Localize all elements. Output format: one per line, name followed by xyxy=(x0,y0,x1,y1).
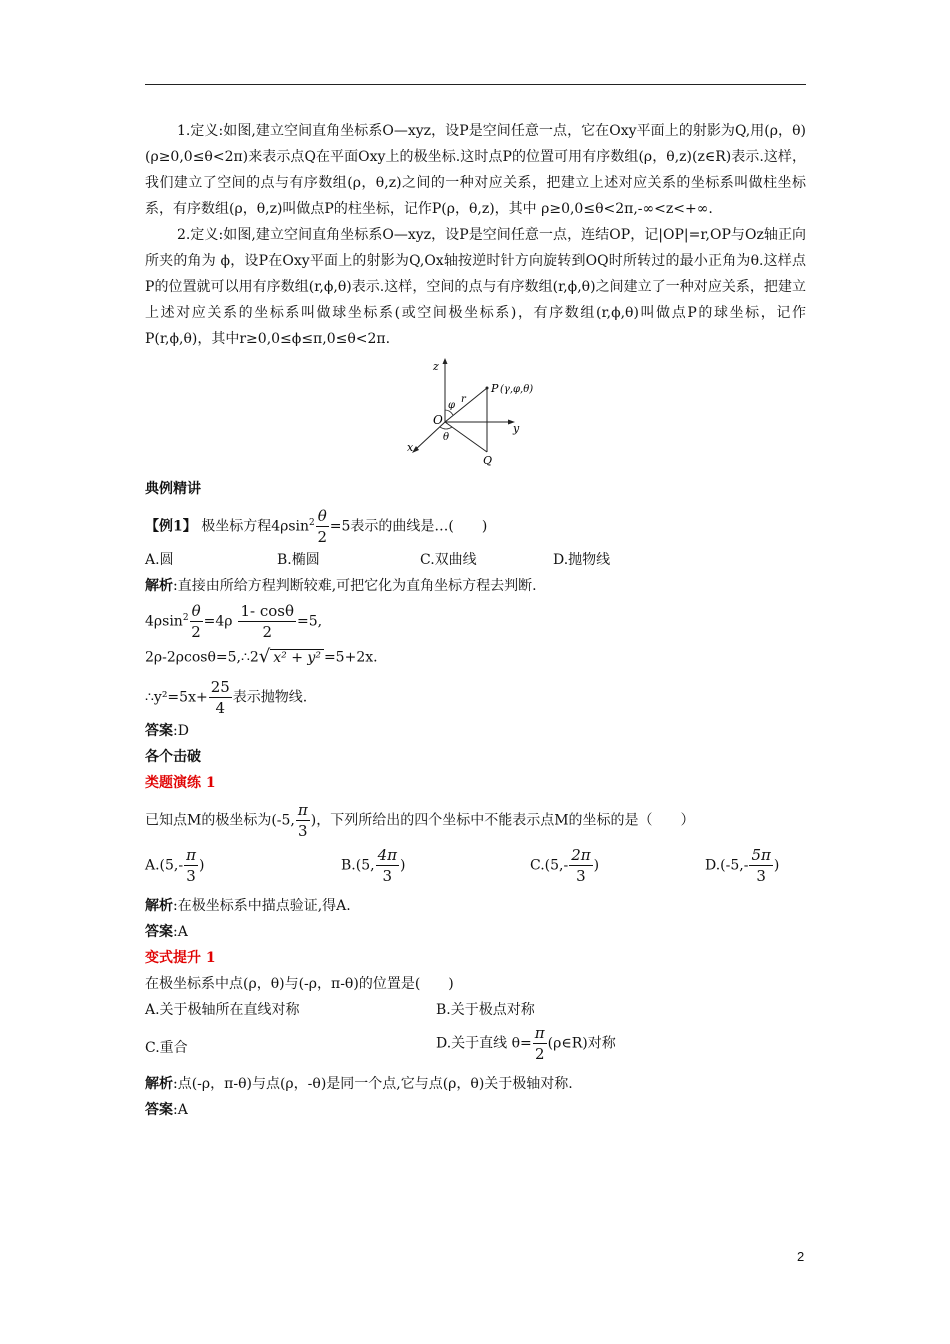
spherical-coordinate-figure xyxy=(407,358,547,470)
example-1-options xyxy=(145,547,806,573)
label-phi: φ xyxy=(448,400,456,411)
analysis-label: 解析 xyxy=(145,898,173,914)
frac-den: 4 xyxy=(215,699,226,717)
frac-num: 4π xyxy=(377,846,397,864)
option-pre: D.(-5,- xyxy=(705,857,749,874)
practice-1-title: 类题演练 1 xyxy=(145,775,216,791)
variant-1-options-row-2 xyxy=(145,1023,806,1071)
variant-option-a: A.关于极轴所在直线对称 xyxy=(145,1002,300,1018)
label-coords: (γ,φ,θ) xyxy=(500,384,534,395)
answer-text: :A xyxy=(173,924,188,940)
practice-1-analysis xyxy=(145,893,806,919)
option-pre: B.(5, xyxy=(341,857,375,874)
answer-text: :A xyxy=(173,1102,188,1118)
step2-a: 2ρ-2ρcosθ=5,∴2 xyxy=(145,649,259,666)
frac-num: π xyxy=(186,846,196,864)
sqrt-sign: √ xyxy=(258,646,271,667)
practice-1-question xyxy=(145,800,806,841)
option-post: ) xyxy=(198,857,205,874)
coordinate-diagram xyxy=(407,358,547,470)
option-post: ) xyxy=(593,857,600,874)
practice-q-pre: 已知点M的极坐标为(-5, xyxy=(145,812,295,829)
section-title-examples: 典例精讲 xyxy=(145,481,201,497)
variant-1-title: 变式提升 1 xyxy=(145,950,216,966)
option-fraction xyxy=(569,845,592,886)
practice-q-fraction xyxy=(296,800,310,841)
label-y: y xyxy=(513,422,520,435)
example-1-post: =5表示的曲线是…( ) xyxy=(329,518,488,535)
label-x: x xyxy=(407,441,414,454)
option-post: ) xyxy=(399,857,406,874)
example-1-fraction xyxy=(316,506,329,547)
label-q: Q xyxy=(483,454,493,467)
example-1-sup: 2 xyxy=(309,517,315,528)
option-fraction xyxy=(376,845,399,886)
example-1-step-2 xyxy=(145,644,806,671)
step3-fraction xyxy=(209,677,232,718)
frac-num: 5π xyxy=(751,846,771,864)
option-pre: A.(5,- xyxy=(145,857,184,874)
option-post: ) xyxy=(773,857,780,874)
frac-den: 2 xyxy=(191,623,201,641)
step3-a: ∴y²=5x+ xyxy=(145,689,208,706)
practice-option-a xyxy=(145,845,204,886)
header-rule xyxy=(145,84,806,85)
segment-oq xyxy=(445,422,487,452)
variant-1-analysis xyxy=(145,1071,806,1097)
frac-den: 2 xyxy=(534,1045,545,1063)
variant-option-c: C.重合 xyxy=(145,1040,188,1056)
page-number: 2 xyxy=(797,1249,805,1264)
frac-num: π xyxy=(534,1024,545,1042)
practice-1-options xyxy=(145,845,806,893)
definition-2: 2.定义:如图,建立空间直角坐标系O—xyz，设P是空间任意一点，连结OP，记|OP|=r,OP与Oz轴正向所夹的角为 ϕ，设P在Oxy平面上的射影为Q,Ox轴按逆时针方向旋转到OQ时所转过的最小正角为θ.这样点P的位置就可以用有序数组(r,ϕ,θ)表示.这样，空间的点与有序数组(r,ϕ,θ)之间建立了一种对应关系，把建立上述对应关系的坐标系叫做球坐标系(或空间极坐标系)，有序数组(r,ϕ,θ)叫做点P的球坐标，记作P(r,ϕ,θ)，其中r≥0,0≤ϕ≤π,0≤θ<2π. xyxy=(145,227,806,347)
example-1-pre: 极坐标方程4ρsin xyxy=(201,518,310,535)
frac-den: 3 xyxy=(186,867,196,885)
practice-option-c xyxy=(530,845,599,886)
label-p: P xyxy=(491,382,499,395)
definition-1: 1.定义:如图,建立空间直角坐标系O—xyz，设P是空间任意一点，它在Oxy平面上的射影为Q,用(ρ，θ)(ρ≥0,0≤θ<2π)来表示点Q在平面Oxy上的极坐标.这时点P的位置可用有序数组(ρ，θ,z)(z∈R)表示.这样，我们建立了空间的点与有序数组(ρ，θ,z)之间的一种对应关系，把建立上述对应关系的坐标系叫做柱坐标系，有序数组(ρ，θ,z)叫做点P的柱坐标，记作P(ρ，θ,z)，其中 ρ≥0,0≤θ<2π,-∞<z<+∞. xyxy=(145,123,806,217)
variant-option-d xyxy=(436,1023,616,1064)
label-z: z xyxy=(433,360,439,373)
label-r: r xyxy=(461,394,466,405)
frac-den: 2 xyxy=(262,623,273,641)
frac-num: π xyxy=(297,801,308,819)
sqrt-expression xyxy=(259,644,324,671)
option-post: (ρ∈R)对称 xyxy=(547,1035,616,1052)
variant-1-question: 在极坐标系中点(ρ，θ)与(-ρ，π-θ)的位置是( ) xyxy=(145,976,454,992)
example-1-analysis xyxy=(145,573,806,599)
variant-option-b: B.关于极点对称 xyxy=(436,1002,535,1018)
option-pre: D.关于直线 θ= xyxy=(436,1035,532,1052)
answer-label: 答案 xyxy=(145,1102,173,1118)
option-d: D.抛物线 xyxy=(553,552,611,568)
analysis-label: 解析 xyxy=(145,578,173,594)
step1-b: =4ρ xyxy=(203,613,233,630)
example-1-question xyxy=(145,506,806,547)
point-p xyxy=(486,387,489,390)
practice-1-answer xyxy=(145,919,806,945)
example-1-answer xyxy=(145,718,806,744)
option-c: C.双曲线 xyxy=(420,552,477,568)
answer-label: 答案 xyxy=(145,924,173,940)
frac-num: θ xyxy=(191,602,201,620)
example-1-step-1 xyxy=(145,601,806,642)
analysis-text: :直接由所给方程判断较难,可把它化为直角坐标方程去判断. xyxy=(173,578,537,594)
frac-num: θ xyxy=(317,507,327,525)
step1-sup: 2 xyxy=(182,612,189,623)
option-fraction xyxy=(749,845,772,886)
analysis-text: :在极坐标系中描点验证,得A. xyxy=(173,898,351,914)
frac-den: 3 xyxy=(576,867,586,885)
label-theta: θ xyxy=(443,432,450,443)
step1-fraction-2 xyxy=(238,601,296,642)
frac-den: 3 xyxy=(298,822,308,840)
step1-fraction-1 xyxy=(190,601,203,642)
practice-q-post: )，下列所给出的四个坐标中不能表示点M的坐标的是（ ） xyxy=(310,812,695,829)
option-pre: C.(5,- xyxy=(530,857,569,874)
frac-num: 25 xyxy=(210,678,230,696)
step1-a: 4ρsin xyxy=(145,613,183,630)
answer-label: 答案 xyxy=(145,723,173,739)
variant-1-answer xyxy=(145,1097,806,1123)
frac-num: 1- cosθ xyxy=(240,602,295,620)
frac-den: 3 xyxy=(382,867,393,885)
theta-arc xyxy=(440,427,452,429)
analysis-label: 解析 xyxy=(145,1076,173,1092)
frac-num: 2π xyxy=(571,846,591,864)
page-content xyxy=(145,118,806,1123)
option-fraction xyxy=(184,845,198,886)
z-axis-arrow xyxy=(443,358,448,364)
step2-b: =5+2x. xyxy=(323,649,378,666)
option-b: B.椭圆 xyxy=(277,552,320,568)
example-tag: 【例1】 xyxy=(145,518,197,535)
option-fraction xyxy=(533,1023,547,1064)
practice-option-d xyxy=(705,845,779,886)
frac-den: 3 xyxy=(756,867,766,885)
example-1-step-3 xyxy=(145,677,806,718)
variant-1-options-row-1 xyxy=(145,997,806,1023)
step3-b: 表示抛物线. xyxy=(232,689,308,706)
label-o: O xyxy=(433,413,443,427)
answer-text: :D xyxy=(173,723,189,739)
option-a: A.圆 xyxy=(145,552,174,568)
analysis-text: :点(-ρ，π-θ)与点(ρ，-θ)是同一个点,它与点(ρ，θ)关于极轴对称. xyxy=(173,1076,573,1092)
practice-option-b xyxy=(341,845,405,886)
frac-den: 2 xyxy=(317,528,328,546)
sqrt-radicand: x² + y² xyxy=(270,649,324,666)
section-title-breakthrough: 各个击破 xyxy=(145,749,201,765)
step1-c: =5, xyxy=(297,613,323,630)
